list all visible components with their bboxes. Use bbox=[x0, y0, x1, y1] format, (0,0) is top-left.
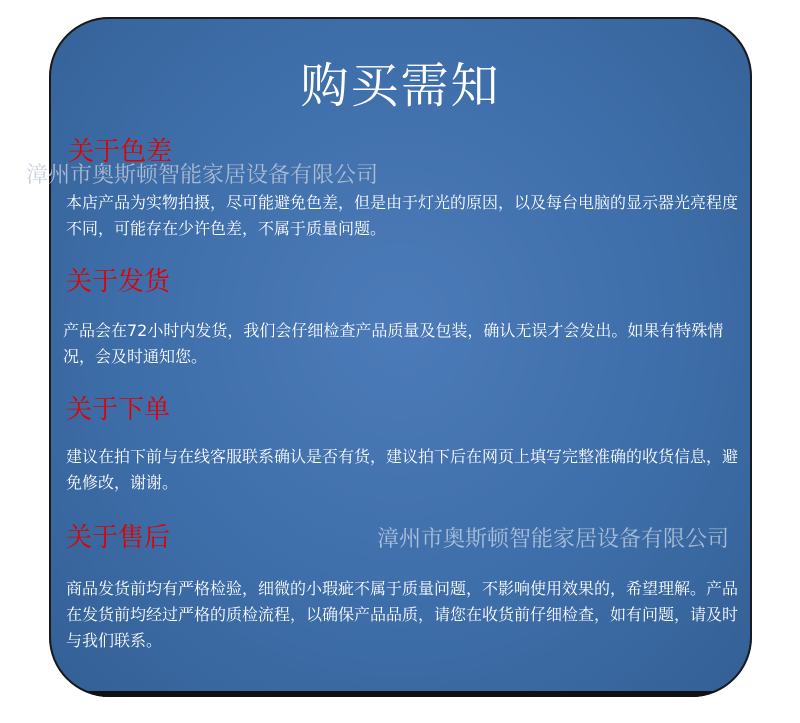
watermark-text: 漳州市奥斯顿智能家居设备有限公司 bbox=[377, 527, 730, 552]
heading-shipping: 关于发货 bbox=[66, 267, 171, 297]
heading-after-sales: 关于售后 bbox=[66, 523, 171, 553]
heading-ordering: 关于下单 bbox=[66, 395, 171, 425]
heading-color-difference: 关于色差 bbox=[68, 137, 173, 167]
watermark-text: 漳州市奥斯顿智能家居设备有限公司 bbox=[26, 163, 379, 188]
text-shipping: 产品会在72小时内发货，我们会仔细检查产品质量及包装，确认无误才会发出。如果有特殊情况，会及时通知您。 bbox=[63, 321, 724, 366]
text-after-sales: 商品发货前均有严格检验，细微的小瑕疵不属于质量问题，不影响使用效果的，希望理解。产品在发货前均经过严格的质检流程，以确保产品品质，请您在收货前仔细检查，如有问题，请及时与我们联系。 bbox=[66, 579, 739, 650]
text-color-difference: 本店产品为实物拍摄，尽可能避免色差，但是由于灯光的原因，以及每台电脑的显示器光亮程度不同，可能存在少许色差，不属于质量问题。 bbox=[66, 193, 739, 238]
page-title: 购买需知 bbox=[300, 58, 501, 114]
text-ordering: 建议在拍下前与在线客服联系确认是否有货，建议拍下后在网页上填写完整准确的收货信息，避免修改，谢谢。 bbox=[66, 447, 739, 492]
